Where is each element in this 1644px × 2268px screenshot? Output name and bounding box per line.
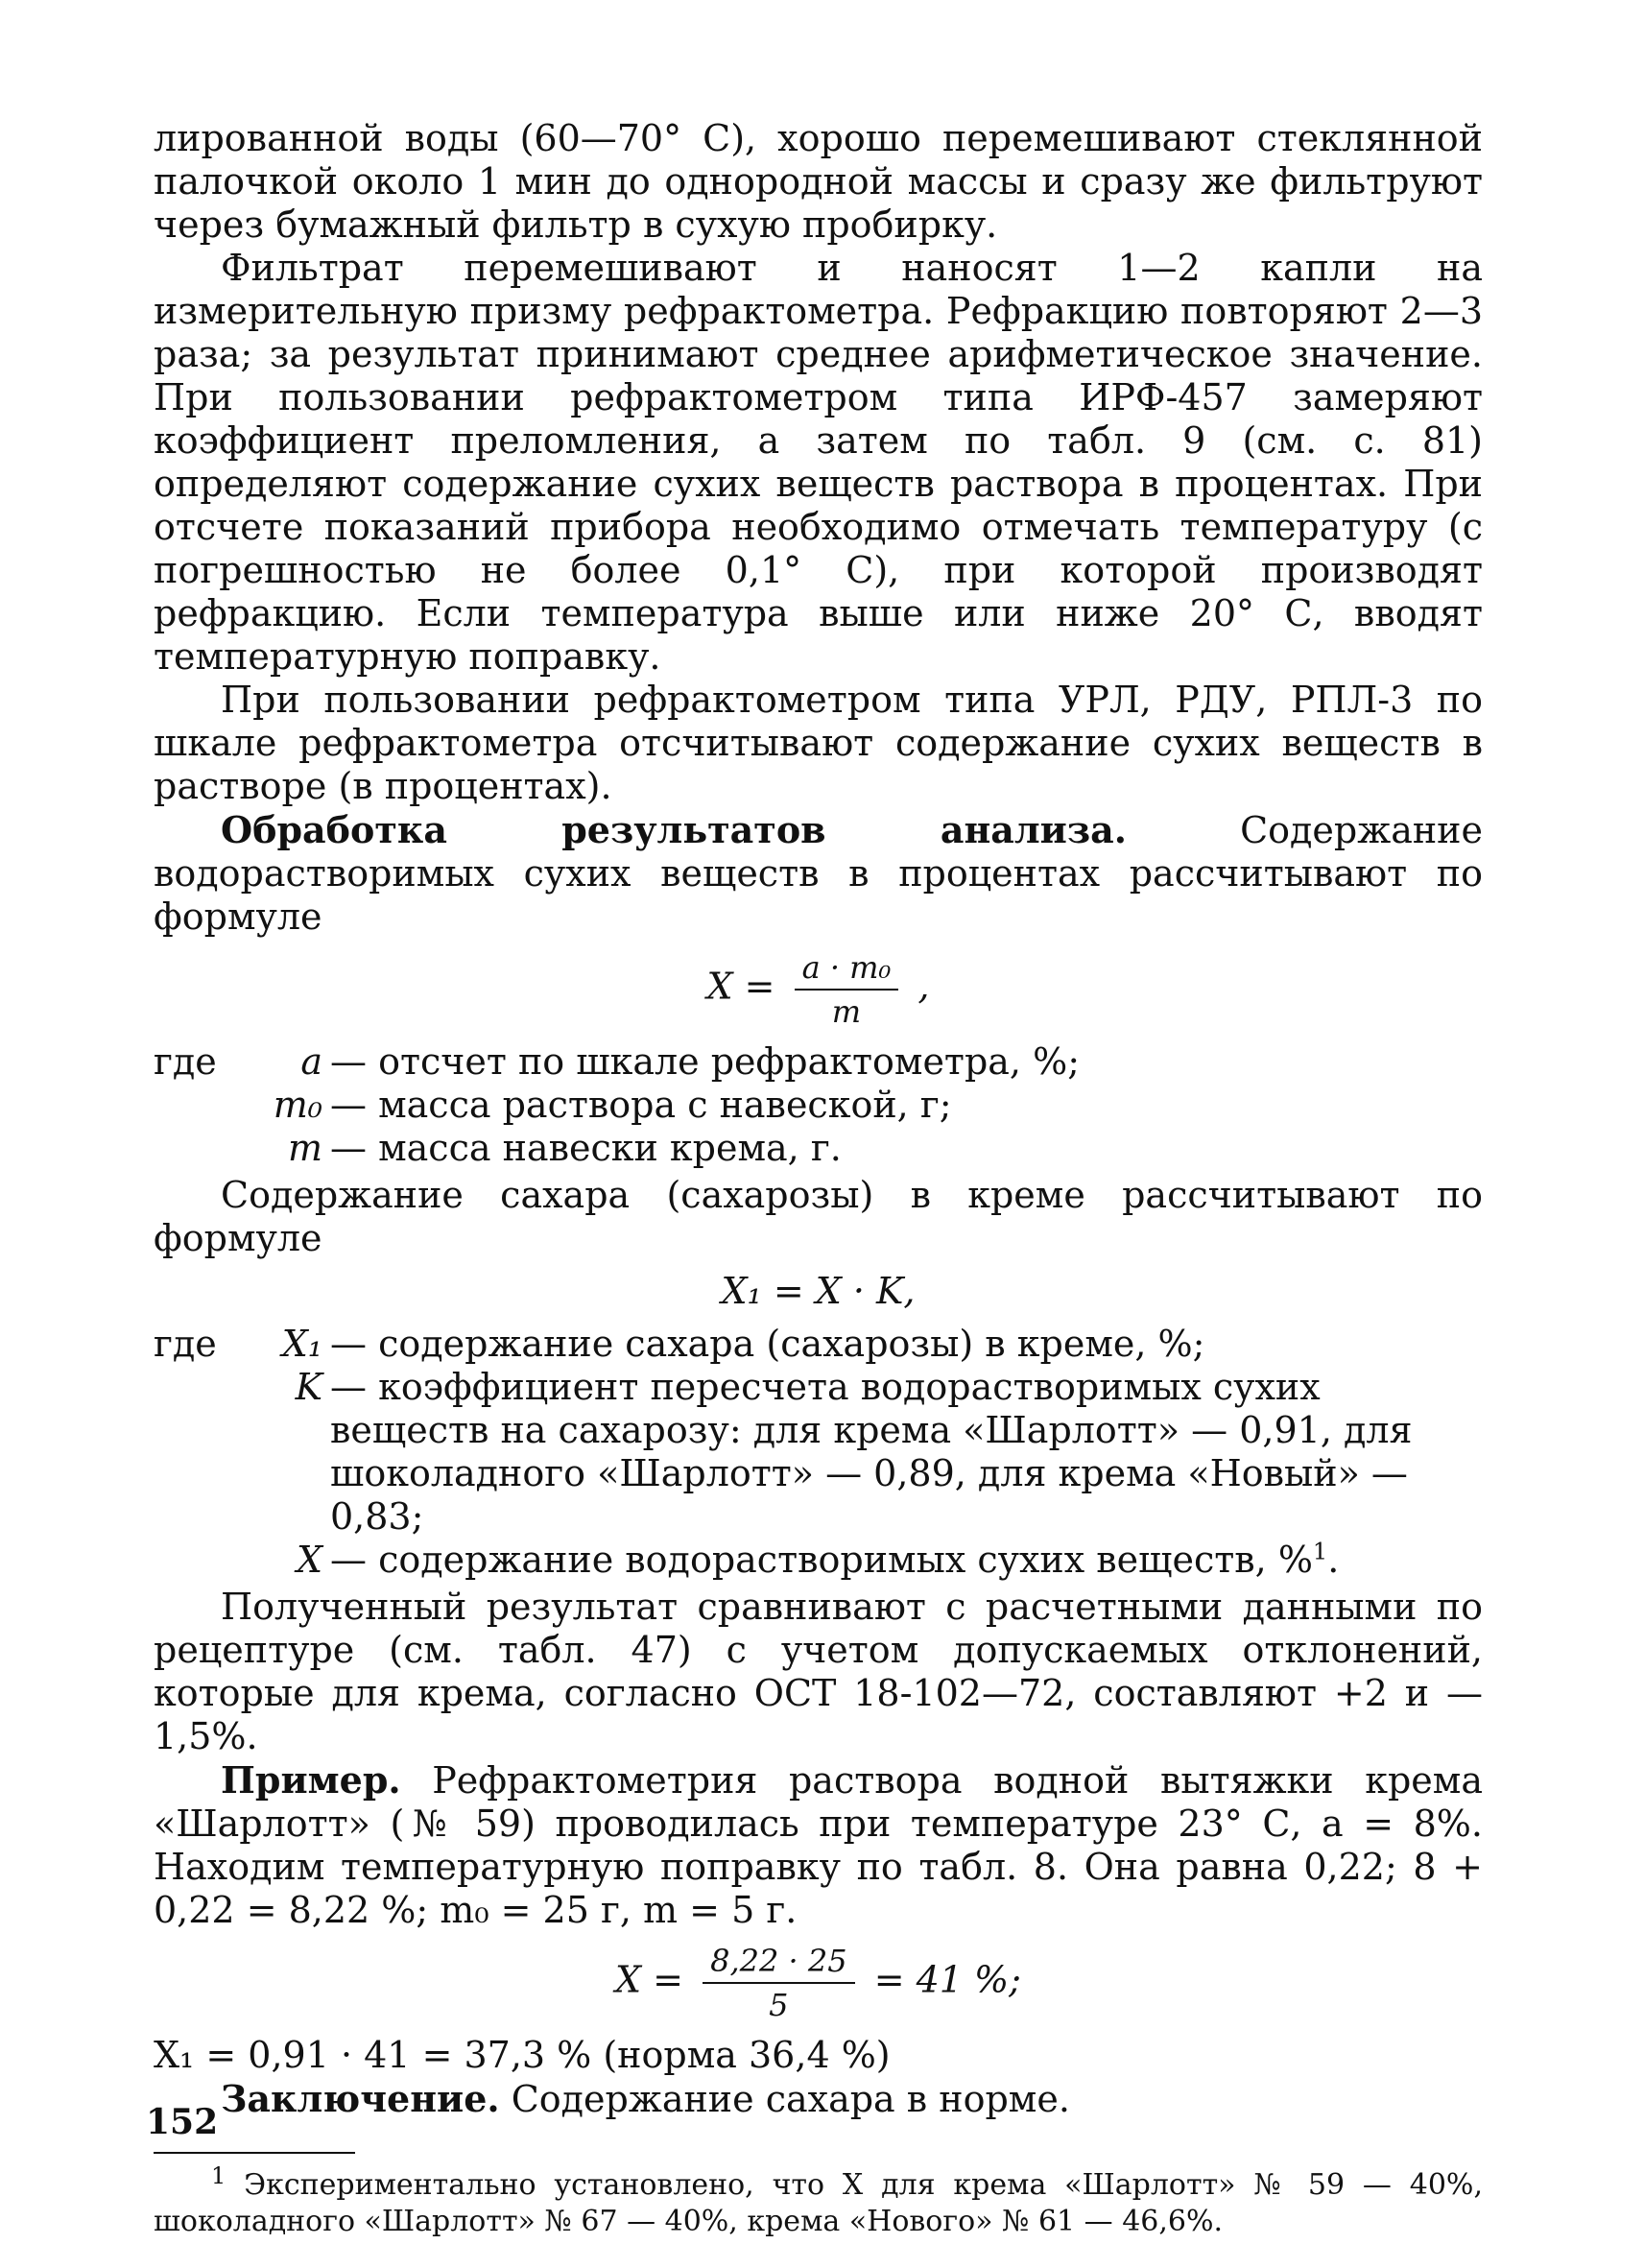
definition-row — [154, 1127, 1483, 1170]
definition-symbol: X — [296, 1539, 322, 1581]
definition-symbol: X₁ — [281, 1323, 322, 1365]
definition-symbol: m — [287, 1127, 322, 1169]
formula-example — [154, 1942, 1483, 2024]
paragraph-continuation: лированной воды (60—70° С), хорошо перемешивают стеклянной палочкой около 1 мин до однородной массы и сразу же фильтруют через бумажный фильтр в сухую пробирку. — [154, 117, 1483, 246]
definition-text: — масса навески крема, г. — [330, 1127, 842, 1169]
paragraph-comparison: Полученный результат сравнивают с расчетными данными по рецептуре (см. табл. 47) с учетом допускаемых отклонений, которые для крема, согласно ОСТ 18-102—72, составляют +2 и —1,5%. — [154, 1586, 1483, 1757]
conclusion-text: Содержание сахара в норме. — [499, 2078, 1070, 2120]
formula-example-fraction — [703, 1942, 854, 2024]
processing-heading: Обработка результатов анализа. — [221, 808, 1127, 851]
paragraph-example — [154, 1758, 1483, 1932]
definition-symbol: K — [295, 1366, 322, 1408]
definition-text: — отсчет по шкале рефрактометра, %; — [330, 1040, 1081, 1083]
footnote-text: Экспериментально установлено, что X для крема «Шарлотт» № 59 — 40%, шоколадного «Шарлотт» № 67 — 40%, крема «Нового» № 61 — 46,6%. — [154, 2168, 1483, 2238]
paragraph-sugar-formula: Содержание сахара (сахарозы) в креме рассчитывают по формуле — [154, 1174, 1483, 1259]
example-heading: Пример. — [221, 1758, 401, 1802]
footnote-divider — [154, 2152, 355, 2154]
definitions-x — [154, 1040, 1483, 1170]
paragraph-url-refractometer: При пользовании рефрактометром типа УРЛ, РДУ, РПЛ-3 по шкале рефрактометра отсчитывают содержание сухих веществ в растворе (в процентах). — [154, 679, 1483, 807]
page-number: 152 — [146, 2102, 219, 2142]
footnote-ref: 1 — [1312, 1538, 1328, 1565]
formula-x — [154, 948, 1483, 1031]
paragraph-result: X₁ = 0,91 · 41 = 37,3 % (норма 36,4 %) — [154, 2034, 891, 2076]
formula-example-denominator: 5 — [769, 1987, 789, 2023]
definition-symbol: m₀ — [273, 1084, 322, 1126]
definition-row — [154, 1539, 1483, 1582]
where-label: где — [154, 1323, 217, 1365]
formula-x-fraction — [795, 948, 899, 1031]
definitions-x1 — [154, 1323, 1483, 1582]
paragraph-processing — [154, 808, 1483, 939]
footnote-mark: 1 — [211, 2162, 226, 2189]
footnote — [154, 2162, 1483, 2240]
definition-row — [154, 1366, 1483, 1539]
paragraph-conclusion — [154, 2077, 1483, 2121]
formula-example-lhs: X = — [615, 1958, 684, 2001]
formula-x-denominator: m — [831, 993, 862, 1030]
formula-x-lhs: X = — [706, 965, 775, 1008]
conclusion-heading: Заключение. — [221, 2077, 500, 2120]
definition-row — [154, 1040, 1483, 1084]
formula-example-tail: = 41 %; — [873, 1958, 1021, 2001]
definition-text: — содержание сахара (сахарозы) в креме, %; — [330, 1323, 1205, 1365]
formula-x-tail: , — [917, 965, 930, 1008]
definition-text: — коэффициент пересчета водорастворимых сухих веществ на сахарозу: для крема «Шарлотт» — 0,91, для шоколадного «Шарлотт» — 0,89, для крема «Новый» — 0,83; — [330, 1366, 1413, 1538]
definition-row — [154, 1084, 1483, 1127]
formula-x1: X₁ = X · K, — [721, 1270, 916, 1312]
formula-x-numerator: a · m₀ — [795, 948, 899, 991]
where-label: где — [154, 1040, 217, 1083]
paragraph-refraction: Фильтрат перемешивают и наносят 1—2 капли на измерительную призму рефрактометра. Рефракцию повторяют 2—3 раза; за результат принимают среднее арифметическое значение. При пользовании рефрактометром типа ИРФ-457 замеряют коэффициент преломления, а затем по табл. 9 (см. с. 81) определяют содержание сухих веществ раствора в процентах. При отсчете показаний прибора необходимо отмечать температуру (с погрешностью не более 0,1° С), при которой производят рефракцию. Если температура выше или ниже 20° С, вводят температурную поправку. — [154, 247, 1483, 678]
definition-text: — масса раствора с навеской, г; — [330, 1084, 952, 1126]
definition-symbol: a — [300, 1040, 322, 1083]
example-text: Рефрактометрия раствора водной вытяжки крема «Шарлотт» (№ 59) проводилась при температуре 23° С, a = 8%. Находим температурную поправку по табл. 8. Она равна 0,22; 8 + 0,22 = 8,22 %; m₀ = 25 г, m = 5 г. — [154, 1759, 1483, 1931]
definition-text: — содержание водорастворимых сухих веществ, %$^1$. — [330, 1538, 1340, 1581]
processing-text: Содержание водорастворимых сухих веществ в процентах рассчитывают по формуле — [154, 809, 1483, 938]
page-content — [154, 117, 1483, 2240]
formula-example-numerator: 8,22 · 25 — [703, 1942, 854, 1984]
definition-row — [154, 1323, 1483, 1366]
